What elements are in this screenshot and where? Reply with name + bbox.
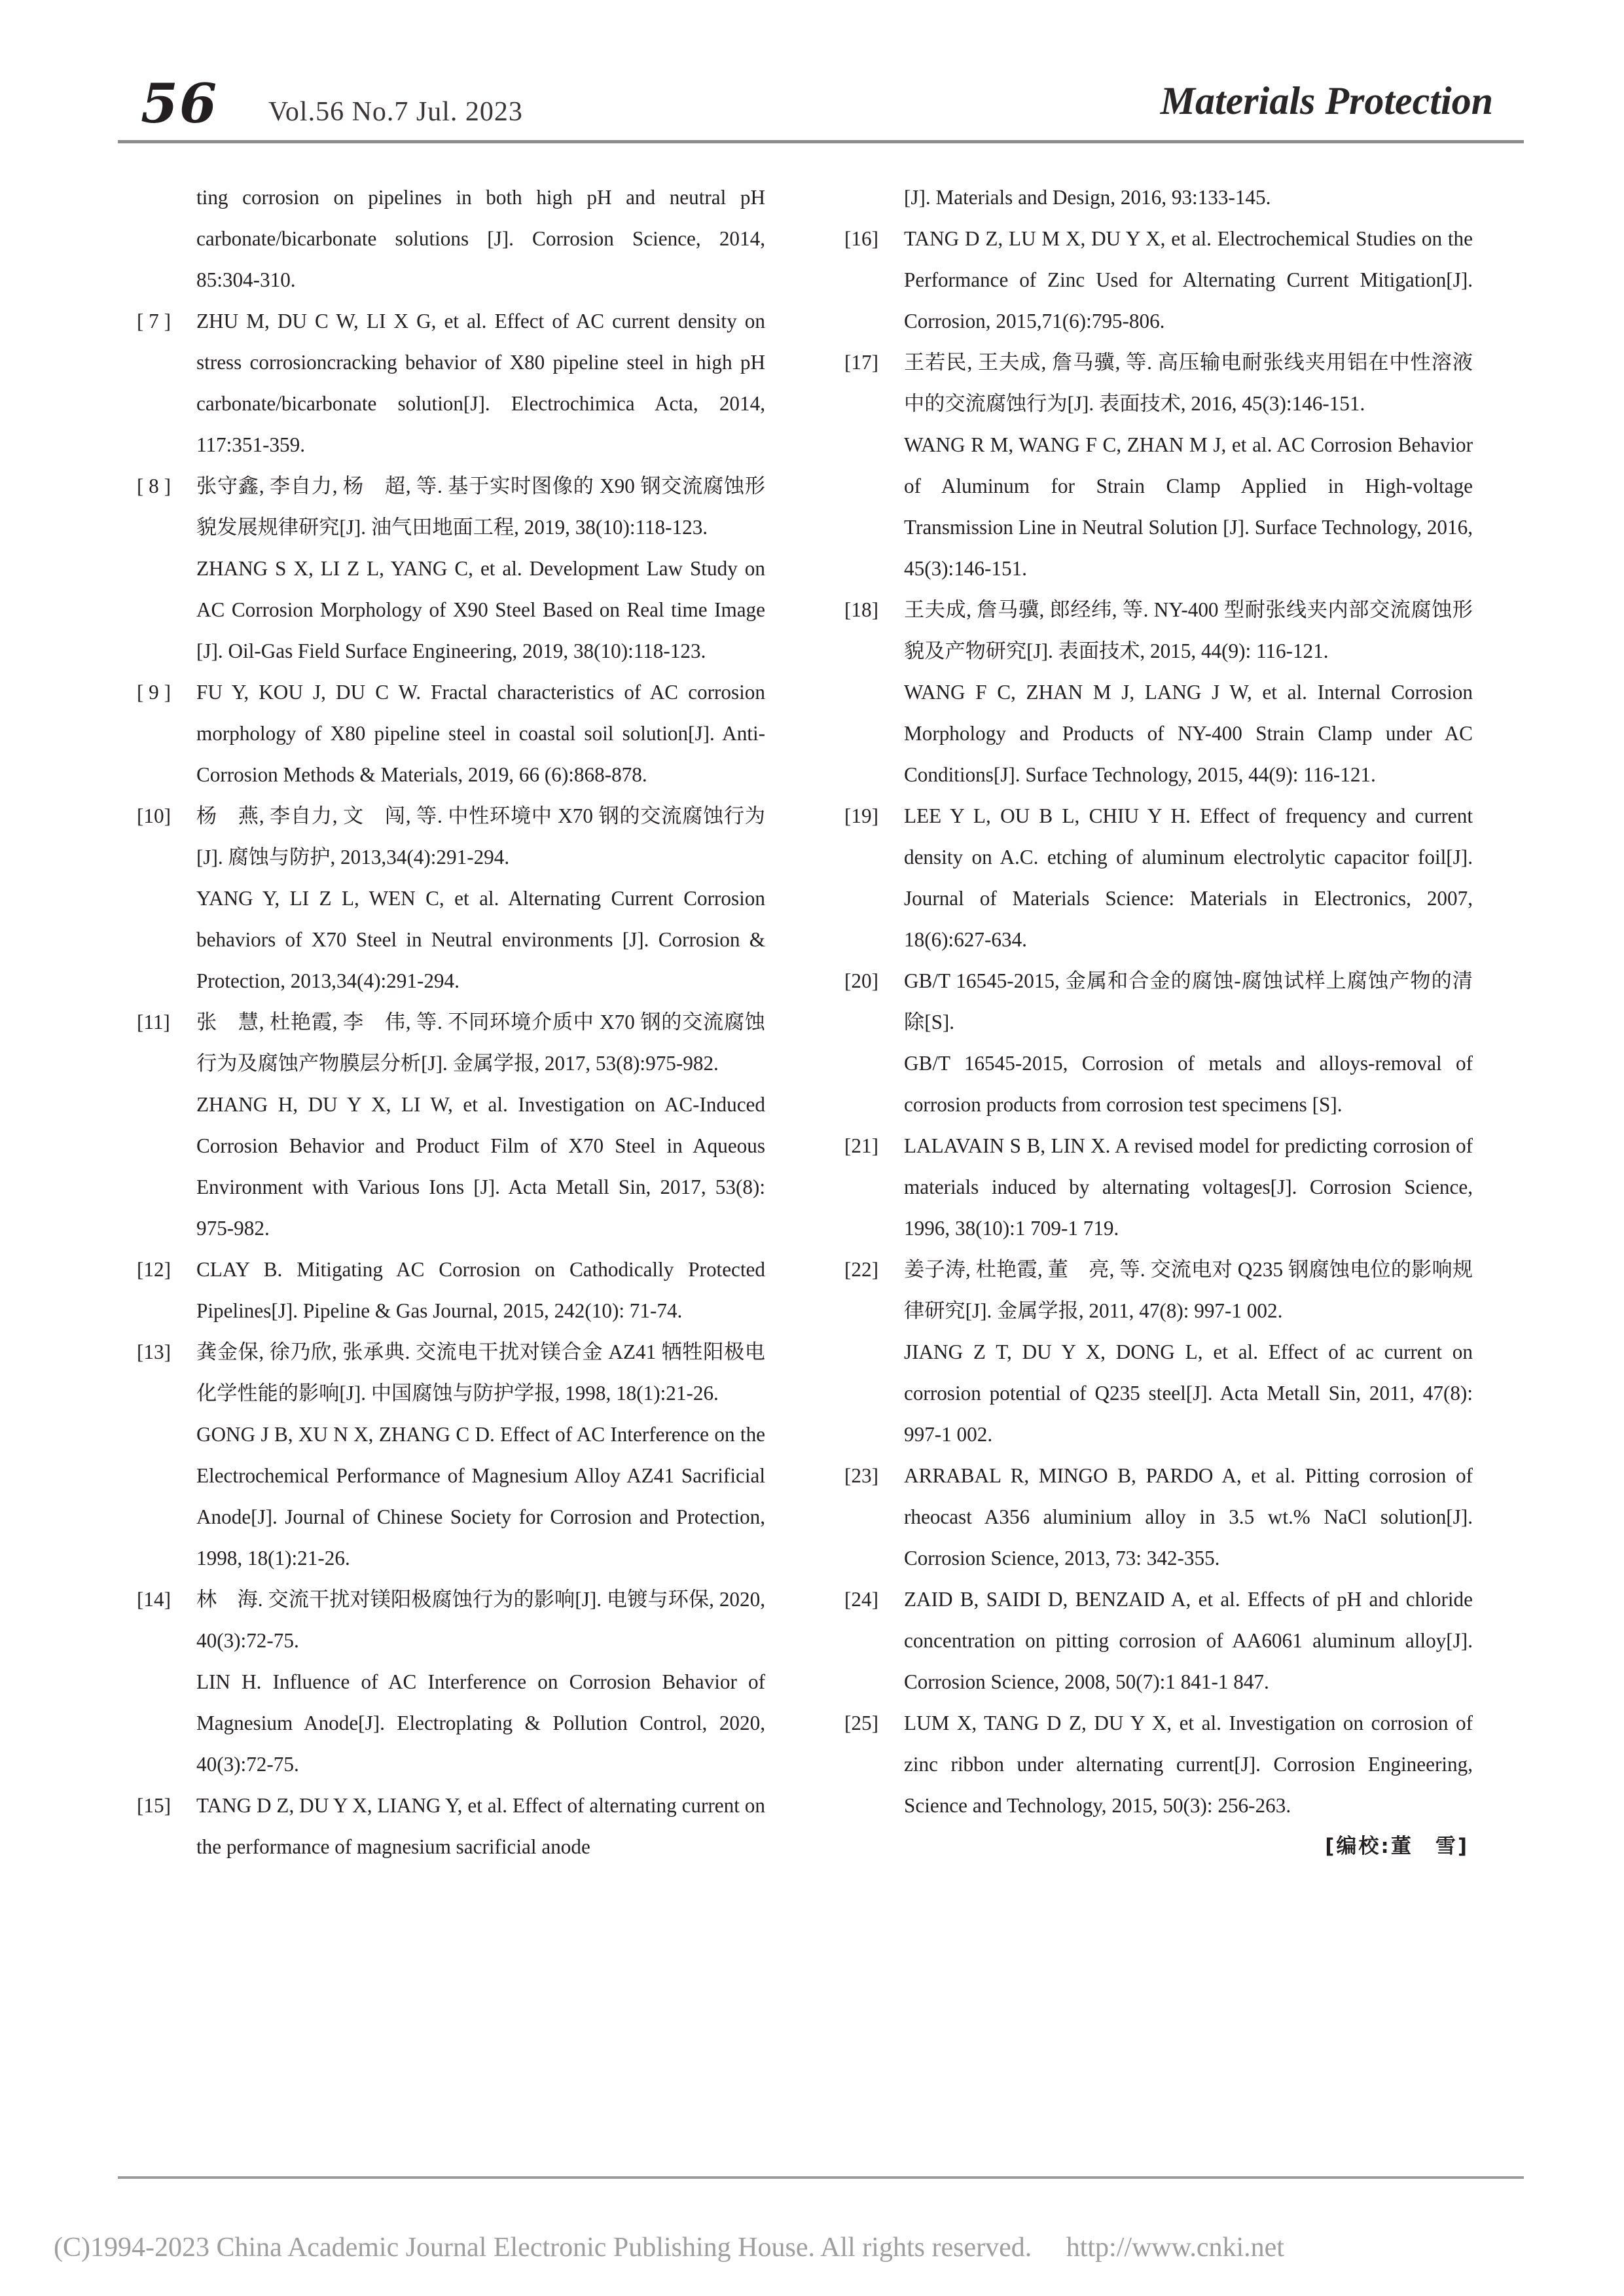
reference-text-english: ZHANG H, DU Y X, LI W, et al. Investigation on AC-Induced Corrosion Behavior and Product Film of X70 Steel in Aqueous Environment with Various Ions [J]. Acta Metall Sin, 2017, 53(8): 975-982. xyxy=(196,1093,765,1240)
reference-number: [19] xyxy=(844,804,878,827)
reference-item xyxy=(844,218,1473,342)
reference-number: [25] xyxy=(844,1712,878,1734)
reference-item xyxy=(137,672,765,795)
reference-text: FU Y, KOU J, DU C W. Fractal characteristics of AC corrosion morphology of X80 pipeline steel in coastal soil solution[J]. Anti-Corrosion Methods & Materials, 2019, 66 (6):868-878. xyxy=(196,681,765,786)
reference-text: ZHU M, DU C W, LI X G, et al. Effect of AC current density on stress corrosioncracking behavior of X80 pipeline steel in high pH carbonate/bicarbonate solution[J]. Electrochimica Acta, 2014, 117:351-359. xyxy=(196,310,765,456)
volume-info: Vol.56 No.7 Jul. 2023 xyxy=(268,97,523,127)
reference-item xyxy=(137,1579,765,1785)
reference-item xyxy=(137,1001,765,1249)
reference-text-english: GB/T 16545-2015, Corrosion of metals and alloys-removal of corrosion products from corrosion test specimens [S]. xyxy=(904,1052,1473,1116)
reference-item xyxy=(137,300,765,465)
reference-number: [14] xyxy=(137,1588,171,1611)
editor-note: [编校:董 雪] xyxy=(1325,1835,1469,1858)
reference-number: [18] xyxy=(844,598,878,621)
header-rule xyxy=(118,140,1524,143)
reference-item xyxy=(137,795,765,1001)
reference-item xyxy=(844,1455,1473,1579)
reference-text: 林 海. 交流干扰对镁阳极腐蚀行为的影响[J]. 电镀与环保, 2020, 40(3):72-75. xyxy=(196,1588,765,1652)
reference-item xyxy=(844,1125,1473,1249)
reference-text: LEE Y L, OU B L, CHIU Y H. Effect of frequency and current density on A.C. etching of aluminum electrolytic capacitor foil[J]. Journal of Materials Science: Materials in Electronics, 2007, 18(6):627-634. xyxy=(904,804,1473,951)
right-column xyxy=(844,177,1473,1867)
reference-text: 姜子涛, 杜艳霞, 董 亮, 等. 交流电对 Q235 钢腐蚀电位的影响规律研究[J]. 金属学报, 2011, 47(8): 997-1 002. xyxy=(904,1258,1473,1322)
page-number: 56 xyxy=(141,73,219,135)
reference-item xyxy=(137,1249,765,1331)
reference-item xyxy=(137,1331,765,1579)
reference-text: LALAVAIN S B, LIN X. A revised model for predicting corrosion of materials induced by alternating voltages[J]. Corrosion Science, 1996, 38(10):1 709-1 719. xyxy=(904,1134,1473,1240)
reference-number: [17] xyxy=(844,351,878,374)
reference-text-english: JIANG Z T, DU Y X, DONG L, et al. Effect of ac current on corrosion potential of Q235 steel[J]. Acta Metall Sin, 2011, 47(8): 997-1 002. xyxy=(904,1340,1473,1446)
reference-number: [13] xyxy=(137,1340,171,1363)
reference-number: [23] xyxy=(844,1464,878,1487)
reference-text: 王夫成, 詹马骥, 郎经纬, 等. NY-400 型耐张线夹内部交流腐蚀形貌及产物研究[J]. 表面技术, 2015, 44(9): 116-121. xyxy=(904,598,1473,662)
reference-number: [ 7 ] xyxy=(137,310,171,332)
reference-text: 杨 燕, 李自力, 文 闯, 等. 中性环境中 X70 钢的交流腐蚀行为[J]. 腐蚀与防护, 2013,34(4):291-294. xyxy=(196,804,765,869)
reference-text-english: LIN H. Influence of AC Interference on Corrosion Behavior of Magnesium Anode[J]. Electroplating & Pollution Control, 2020, 40(3):72-75. xyxy=(196,1670,765,1776)
reference-item xyxy=(844,795,1473,960)
reference-text-english: WANG R M, WANG F C, ZHAN M J, et al. AC Corrosion Behavior of Aluminum for Strain Clamp Applied in High-voltage Transmission Line in Neutral Solution [J]. Surface Technology, 2016, 45(3):146-151. xyxy=(904,433,1473,580)
reference-number: [24] xyxy=(844,1588,878,1611)
reference-text-english: WANG F C, ZHAN M J, LANG J W, et al. Internal Corrosion Morphology and Products of NY-400 Strain Clamp under AC Conditions[J]. Surface Technology, 2015, 44(9): 116-121. xyxy=(904,681,1473,786)
reference-number: [11] xyxy=(137,1011,170,1033)
reference-item xyxy=(844,1579,1473,1702)
reference-continuation: ting corrosion on pipelines in both high pH and neutral pH carbonate/bicarbonate solutions [J]. Corrosion Science, 2014, 85:304-310. xyxy=(196,186,765,291)
reference-number: [20] xyxy=(844,969,878,992)
journal-name: Materials Protection xyxy=(1160,79,1493,122)
reference-continuation: [J]. Materials and Design, 2016, 93:133-145. xyxy=(904,186,1271,209)
reference-number: [ 9 ] xyxy=(137,681,171,704)
reference-text: 龚金保, 徐乃欣, 张承典. 交流电干扰对镁合金 AZ41 牺牲阳极电化学性能的影响[J]. 中国腐蚀与防护学报, 1998, 18(1):21-26. xyxy=(196,1340,765,1405)
reference-item xyxy=(844,589,1473,795)
reference-text: TANG D Z, DU Y X, LIANG Y, et al. Effect of alternating current on the performance of magnesium sacrificial anode xyxy=(196,1794,765,1858)
copyright-notice: (C)1994-2023 China Academic Journal Electronic Publishing House. All rights reserved. http://www.cnki.net xyxy=(54,2233,1284,2263)
reference-text: TANG D Z, LU M X, DU Y X, et al. Electrochemical Studies on the Performance of Zinc Used for Alternating Current Mitigation[J]. Corrosion, 2015,71(6):795-806. xyxy=(904,227,1473,332)
reference-text: 张守鑫, 李自力, 杨 超, 等. 基于实时图像的 X90 钢交流腐蚀形貌发展规律研究[J]. 油气田地面工程, 2019, 38(10):118-123. xyxy=(196,475,765,539)
reference-item xyxy=(844,960,1473,1125)
reference-item xyxy=(137,465,765,672)
reference-number: [12] xyxy=(137,1258,171,1281)
reference-number: [16] xyxy=(844,227,878,250)
reference-text-english: GONG J B, XU N X, ZHANG C D. Effect of AC Interference on the Electrochemical Performance of Magnesium Alloy AZ41 Sacrificial Anode[J]. Journal of Chinese Society for Corrosion and Protection, 1998, 18(1):21-26. xyxy=(196,1423,765,1570)
reference-number: [10] xyxy=(137,804,171,827)
reference-item xyxy=(844,1702,1473,1826)
reference-number: [21] xyxy=(844,1134,878,1157)
reference-text: GB/T 16545-2015, 金属和合金的腐蚀-腐蚀试样上腐蚀产物的清除[S]. xyxy=(904,969,1473,1033)
reference-text-english: ZHANG S X, LI Z L, YANG C, et al. Development Law Study on AC Corrosion Morphology of X90 Steel Based on Real time Image [J]. Oil-Gas Field Surface Engineering, 2019, 38(10):118-123. xyxy=(196,557,765,662)
footer-rule xyxy=(118,2176,1524,2179)
reference-number: [22] xyxy=(844,1258,878,1281)
reference-text-english: YANG Y, LI Z L, WEN C, et al. Alternating Current Corrosion behaviors of X70 Steel in Neutral environments [J]. Corrosion & Protection, 2013,34(4):291-294. xyxy=(196,887,765,992)
left-column xyxy=(137,177,765,1867)
reference-text: ARRABAL R, MINGO B, PARDO A, et al. Pitting corrosion of rheocast A356 aluminium alloy in 3.5 wt.% NaCl solution[J]. Corrosion Science, 2013, 73: 342-355. xyxy=(904,1464,1473,1570)
reference-number: [15] xyxy=(137,1794,171,1817)
reference-text: LUM X, TANG D Z, DU Y X, et al. Investigation on corrosion of zinc ribbon under alternating current[J]. Corrosion Engineering, Science and Technology, 2015, 50(3): 256-263. xyxy=(904,1712,1473,1817)
reference-number: [ 8 ] xyxy=(137,475,171,497)
reference-item xyxy=(844,1249,1473,1455)
reference-text: ZAID B, SAIDI D, BENZAID A, et al. Effects of pH and chloride concentration on pitting corrosion of AA6061 aluminum alloy[J]. Corrosion Science, 2008, 50(7):1 841-1 847. xyxy=(904,1588,1473,1693)
reference-text: 张 慧, 杜艳霞, 李 伟, 等. 不同环境介质中 X70 钢的交流腐蚀行为及腐蚀产物膜层分析[J]. 金属学报, 2017, 53(8):975-982. xyxy=(196,1011,765,1075)
reference-text: CLAY B. Mitigating AC Corrosion on Cathodically Protected Pipelines[J]. Pipeline & Gas Journal, 2015, 242(10): 71-74. xyxy=(196,1258,765,1322)
reference-text: 王若民, 王夫成, 詹马骥, 等. 高压输电耐张线夹用铝在中性溶液中的交流腐蚀行为[J]. 表面技术, 2016, 45(3):146-151. xyxy=(904,351,1473,415)
reference-item xyxy=(137,1785,765,1867)
reference-item xyxy=(844,342,1473,589)
